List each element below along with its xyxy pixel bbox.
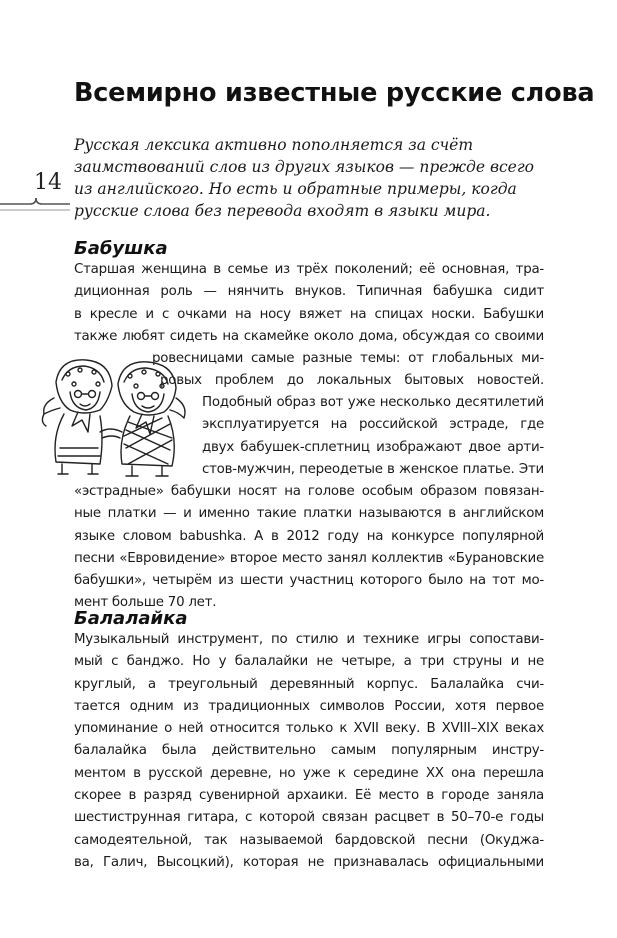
- section-text-balalaika: [74, 629, 544, 874]
- page-number: 14: [34, 170, 62, 195]
- section-text-babushka-bottom: [74, 481, 544, 615]
- text-line: языке словом babushka. А в 2012 году на конкурсе популярной: [74, 528, 544, 544]
- section-text-babushka-wrap: [152, 348, 544, 393]
- text-line: ные платки — и именно такие платки называются в английском: [74, 506, 544, 522]
- lead-line: заимствований слов из других языков — прежде всего: [74, 158, 535, 176]
- lead-paragraph: [74, 134, 544, 222]
- text-line: ментом в русской деревне, но уже к середине XX она перешла: [74, 765, 544, 781]
- page-title: Всемирно известные русские слова: [74, 78, 595, 108]
- text-line: мый с банджо. Но у балалайки не четыре, а три струны и не: [74, 654, 544, 670]
- text-line: эксплуатируется на российской эстраде, где: [202, 417, 544, 433]
- text-line: ровых проблем до локальных бытовых новостей.: [160, 373, 544, 389]
- text-line: круглый, а треугольный деревянный корпус. Балалайка счи-: [74, 676, 544, 692]
- text-line: «эстрадные» бабушки носят на голове особым образом повязан-: [74, 484, 544, 499]
- section-heading-balalaika: Балалайка: [74, 608, 188, 629]
- text-line: в кресле и с очками на носу вяжет на спицах носки. Бабушки: [74, 306, 544, 322]
- section-text-babushka-top: [74, 259, 544, 348]
- text-line: самодеятельной, так называемой бардовской песни (Окуджа-: [74, 832, 544, 848]
- text-line: Старшая женщина в семье из трёх поколений; её основная, тра-: [74, 262, 544, 277]
- text-line: тается одним из традиционных символов России, хотя первое: [74, 698, 544, 714]
- text-line: ва, Галич, Высоцкий), которая не признавалась официальными: [74, 854, 544, 870]
- text-line: двух бабушек-сплетниц изображают двое арти-: [202, 439, 544, 455]
- text-line: балалайка была действительно самым популярным инстру-: [74, 743, 544, 759]
- text-line: также любят сидеть на скамейке около дома, обсуждая со своими: [74, 328, 544, 344]
- lead-line: Русская лексика активно пополняется за счёт: [74, 136, 474, 154]
- text-line: диционная роль — нянчить внуков. Типичная бабушка сидит: [74, 284, 544, 300]
- section-text-babushka-wrap2: [202, 392, 544, 481]
- text-line: ровесницами самые разные темы: от глобальных ми-: [152, 351, 544, 366]
- babushki-illustration: [38, 352, 190, 480]
- text-line: шестиструнная гитара, с которой связан расцвет в 50–70-е годы: [74, 810, 544, 826]
- text-line: песни «Евровидение» второе место занял коллектив «Бурановские: [74, 550, 544, 566]
- lead-line: из английского. Но есть и обратные примеры, когда: [74, 180, 517, 198]
- page-mark-icon: [0, 196, 70, 220]
- text-line: стов-мужчин, переодетые в женское платье. Эти: [202, 461, 544, 477]
- section-heading-babushka: Бабушка: [74, 238, 168, 259]
- lead-line: русские слова без перевода входят в языки мира.: [74, 202, 491, 220]
- text-line: Подобный образ вот уже несколько десятилетий: [202, 395, 544, 410]
- text-line: скорее в разряд сувенирной архаики. Её место в городе заняла: [74, 788, 544, 804]
- text-line: Музыкальный инструмент, по стилю и технике игры сопостави-: [74, 632, 544, 647]
- text-line: бабушки», четырём из шести участниц которого было на тот мо-: [74, 573, 544, 589]
- text-line: упоминание о ней относится только к XVII веку. В XVIII–XIX веках: [74, 721, 544, 737]
- text-line: мент больше 70 лет.: [74, 595, 217, 611]
